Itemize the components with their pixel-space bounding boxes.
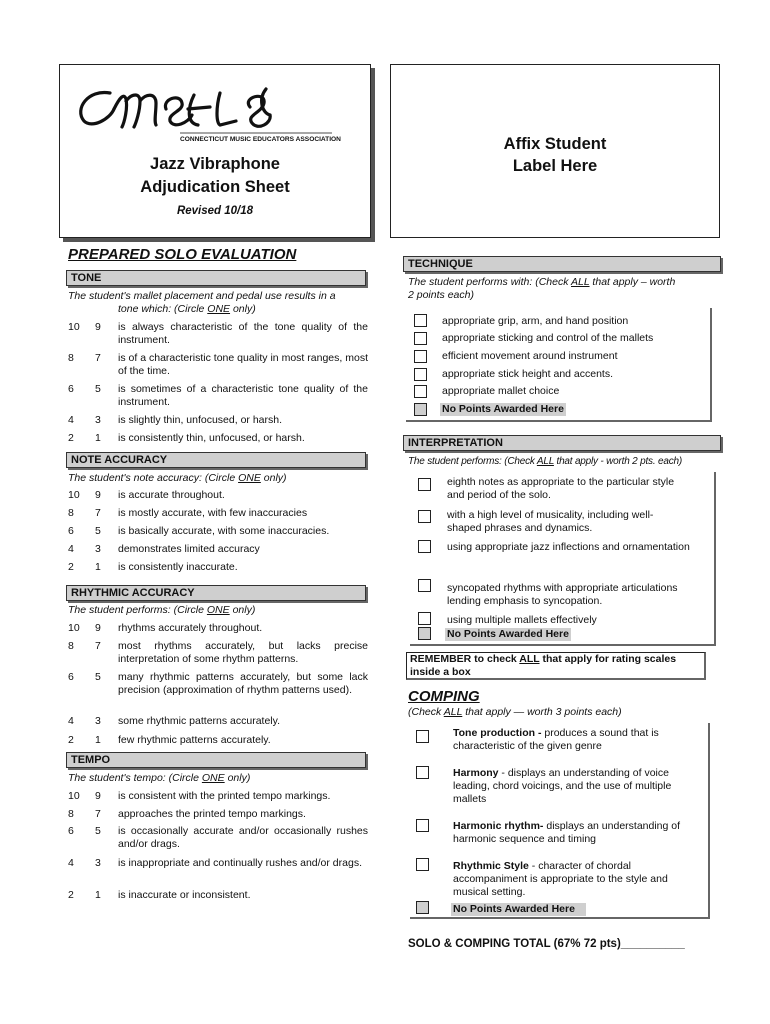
row-text: few rhythmic patterns accurately. [118, 734, 271, 746]
no-points-label: No Points Awarded Here [447, 628, 569, 640]
intro-emph: ONE [238, 472, 261, 484]
row-text: is consistent with the printed tempo markings. [118, 790, 331, 802]
score-a[interactable]: 8 [68, 507, 74, 519]
student-label-box[interactable] [390, 64, 720, 238]
score-a[interactable]: 10 [68, 790, 80, 802]
intro-pre: (Check [408, 706, 444, 718]
remember-post: that apply for rating scales [539, 653, 677, 665]
comping-checkbox[interactable] [416, 730, 429, 743]
intro-post: that apply - worth 2 pts. each) [553, 456, 683, 467]
row-text: is mostly accurate, with few inaccuracies [118, 507, 308, 519]
comping-intro [408, 706, 718, 719]
intro-post: only) [229, 604, 256, 616]
item-bold: Harmonic rhythm- [453, 820, 544, 832]
note-accuracy-rows [68, 489, 368, 579]
score-a[interactable]: 2 [68, 889, 74, 901]
intro-emph: ALL [571, 276, 590, 288]
interpretation-checkbox[interactable] [418, 612, 431, 625]
item-text: produces a sound that is characteristic of the given genre [453, 727, 659, 752]
score-b[interactable]: 7 [95, 507, 101, 519]
intro-pre: The student's note accuracy: (Circle [68, 472, 239, 484]
item-bold: Rhythmic Style [453, 860, 529, 872]
score-b[interactable]: 5 [95, 383, 101, 395]
row-text: is inaccurate or inconsistent. [118, 889, 251, 901]
score-a[interactable]: 10 [68, 622, 80, 634]
technique-checkbox[interactable] [414, 332, 427, 345]
label-line1: Affix Student [503, 135, 607, 153]
technique-heading: TECHNIQUE [403, 256, 721, 272]
technique-item: efficient movement around instrument [442, 350, 618, 362]
total-score-field[interactable]: __________ [620, 938, 685, 950]
prepared-solo-title: PREPARED SOLO EVALUATION [68, 246, 297, 263]
interpretation-item: using appropriate jazz inflections and ornamentation [447, 541, 690, 553]
row-text: rhythms accurately throughout. [118, 622, 263, 634]
intro-line2: 2 points each) [408, 289, 474, 301]
interpretation-item: eighth notes as appropriate to the particular style and period of the solo. [447, 476, 675, 501]
interpretation-checkbox[interactable] [418, 478, 431, 491]
score-b[interactable]: 3 [95, 715, 101, 727]
score-a[interactable]: 4 [68, 414, 74, 426]
tone-rows [68, 321, 368, 451]
score-b[interactable]: 7 [95, 640, 101, 652]
score-b[interactable]: 9 [95, 321, 101, 333]
comping-checkbox[interactable] [416, 766, 429, 779]
technique-checkbox-no-points[interactable] [414, 403, 427, 416]
score-a[interactable]: 2 [68, 432, 74, 444]
score-b[interactable]: 9 [95, 489, 101, 501]
intro-post: only) [224, 772, 251, 784]
intro-pre: The student performs: (Check [408, 456, 537, 467]
interpretation-item: with a high level of musicality, including well-shaped phrases and dynamics. [447, 509, 654, 534]
technique-item: appropriate stick height and accents. [442, 368, 614, 380]
note-accuracy-intro [68, 472, 368, 485]
tempo-rows [68, 790, 368, 905]
item-bold: Tone production - [453, 727, 542, 739]
score-a[interactable]: 4 [68, 857, 74, 869]
interpretation-checkbox[interactable] [418, 540, 431, 553]
total-label: SOLO & COMPING TOTAL (67% 72 pts) [408, 938, 621, 950]
no-points-label: No Points Awarded Here [442, 403, 564, 415]
item-bold: Harmony [453, 767, 499, 779]
tempo-heading: TEMPO [66, 752, 366, 768]
score-b[interactable]: 1 [95, 432, 101, 444]
tempo-intro [68, 772, 368, 785]
rhythmic-accuracy-rows [68, 622, 368, 752]
row-text: approaches the printed tempo markings. [118, 808, 306, 820]
tone-intro-pre: tone which: (Circle [118, 303, 208, 315]
technique-item: appropriate grip, arm, and hand position [442, 315, 629, 327]
item-text: - character of chordal accompaniment is appropriate to the style and musical setting. [453, 860, 668, 898]
comping-checkbox[interactable] [416, 858, 429, 871]
interpretation-heading: INTERPRETATION [403, 435, 721, 451]
technique-checkbox[interactable] [414, 385, 427, 398]
interpretation-panel [410, 472, 716, 646]
row-text: demonstrates limited accuracy [118, 543, 260, 555]
tone-intro [68, 290, 368, 316]
intro-post: that apply – worth [589, 276, 676, 288]
rhythmic-accuracy-heading: RHYTHMIC ACCURACY [66, 585, 366, 601]
score-a[interactable]: 10 [68, 489, 80, 501]
technique-panel [406, 308, 712, 422]
row-text: is always characteristic of the tone quality of the instrument. [118, 321, 368, 346]
row-text: is consistently thin, unfocused, or harsh. [118, 432, 305, 444]
sheet-title-line1: Jazz Vibraphone [150, 155, 280, 173]
comping-checkbox-no-points[interactable] [416, 901, 429, 914]
label-line2: Label Here [512, 157, 598, 175]
comping-item [451, 903, 586, 916]
item-text: displays an understanding of harmonic sequence and timing [453, 820, 681, 845]
logo-caption: CONNECTICUT MUSIC EDUCATORS ASSOCIATION [180, 136, 341, 143]
row-text: is inappropriate and continually rushes and/or drags. [118, 857, 362, 869]
remember-note [406, 652, 706, 680]
rhythmic-accuracy-intro [68, 604, 368, 617]
score-b[interactable]: 3 [95, 857, 101, 869]
tone-intro-emph: ONE [207, 303, 231, 315]
tone-heading: TONE [66, 270, 366, 286]
comping-panel [410, 723, 710, 919]
intro-emph: ONE [206, 604, 230, 616]
comping-item [453, 767, 701, 806]
remember-pre: REMEMBER to check [410, 653, 520, 665]
cmea-logo-icon [70, 79, 350, 143]
score-a[interactable]: 6 [68, 825, 74, 837]
tone-intro-post: only) [230, 303, 256, 315]
item-text: - displays an understanding of voice leading, chord voicings, and the use of multiple mallets [453, 767, 672, 805]
sheet-title-line2: Adjudication Sheet [140, 178, 290, 196]
comping-item [453, 820, 705, 846]
technique-item: appropriate mallet choice [442, 385, 560, 397]
row-text: is of a characteristic tone quality in most ranges, most of the time. [118, 352, 368, 377]
interpretation-checkbox-no-points[interactable] [418, 627, 431, 640]
row-text: most rhythms accurately, but lacks precise interpretation of some rhythm patterns. [118, 640, 368, 665]
score-a[interactable]: 6 [68, 525, 74, 537]
tone-intro-line1: The student's mallet placement and pedal use results in a [68, 290, 336, 302]
score-a[interactable]: 2 [68, 734, 74, 746]
solo-comping-total [408, 938, 685, 950]
score-a[interactable]: 8 [68, 352, 74, 364]
comping-title: COMPING [408, 688, 480, 705]
row-text: is slightly thin, unfocused, or harsh. [118, 414, 283, 426]
interpretation-checkbox[interactable] [418, 579, 431, 592]
intro-emph: ALL [443, 706, 463, 718]
technique-checkbox[interactable] [414, 314, 427, 327]
technique-checkbox[interactable] [414, 368, 427, 381]
score-b[interactable]: 9 [95, 790, 101, 802]
row-text: is occasionally accurate and/or occasionally rushes and/or drags. [118, 825, 368, 850]
note-accuracy-heading: NOTE ACCURACY [66, 452, 366, 468]
intro-post: that apply — worth 3 points each) [462, 706, 622, 718]
row-text: some rhythmic patterns accurately. [118, 715, 281, 727]
score-b[interactable]: 3 [95, 543, 101, 555]
score-b[interactable]: 5 [95, 825, 101, 837]
header-title-box [59, 64, 371, 238]
intro-post: only) [260, 472, 287, 484]
score-a[interactable]: 10 [68, 321, 80, 333]
interpretation-item: syncopated rhythms with appropriate articulations lending emphasis to syncopation. [447, 582, 678, 607]
intro-pre: The student performs: (Circle [68, 604, 207, 616]
no-points-label: No Points Awarded Here [453, 903, 575, 915]
technique-intro [408, 276, 718, 302]
score-b[interactable]: 1 [95, 889, 101, 901]
score-a[interactable]: 4 [68, 543, 74, 555]
score-a[interactable]: 8 [68, 808, 74, 820]
comping-item [453, 727, 693, 753]
score-b[interactable]: 5 [95, 671, 101, 683]
revised-date: Revised 10/18 [176, 205, 254, 217]
row-text: is sometimes of a characteristic tone quality of the instrument. [118, 383, 368, 408]
score-b[interactable]: 7 [95, 808, 101, 820]
interpretation-checkbox[interactable] [418, 510, 431, 523]
score-a[interactable]: 4 [68, 715, 74, 727]
score-b[interactable]: 1 [95, 561, 101, 573]
score-a[interactable]: 2 [68, 561, 74, 573]
intro-pre: The student's tempo: (Circle [68, 772, 202, 784]
score-b[interactable]: 1 [95, 734, 101, 746]
intro-pre: The student performs with: (Check [408, 276, 572, 288]
intro-emph: ONE [201, 772, 225, 784]
score-a[interactable]: 8 [68, 640, 74, 652]
interpretation-item: using multiple mallets effectively [447, 614, 597, 626]
score-a[interactable]: 6 [68, 383, 74, 395]
intro-emph: ALL [536, 456, 554, 467]
comping-checkbox[interactable] [416, 819, 429, 832]
comping-item [453, 860, 698, 899]
remember-line2: inside a box [410, 666, 471, 678]
row-text: is consistently inaccurate. [118, 561, 238, 573]
score-b[interactable]: 5 [95, 525, 101, 537]
technique-item: appropriate sticking and control of the mallets [442, 332, 654, 344]
row-text: many rhythmic patterns accurately, but some lack precision (approximation of rhythm patterns used). [118, 671, 368, 696]
row-text: is basically accurate, with some inaccuracies. [118, 525, 330, 537]
score-a[interactable]: 6 [68, 671, 74, 683]
score-b[interactable]: 7 [95, 352, 101, 364]
score-b[interactable]: 3 [95, 414, 101, 426]
interpretation-intro [408, 455, 726, 468]
technique-checkbox[interactable] [414, 350, 427, 363]
remember-emph: ALL [519, 653, 540, 665]
score-b[interactable]: 9 [95, 622, 101, 634]
row-text: is accurate throughout. [118, 489, 225, 501]
